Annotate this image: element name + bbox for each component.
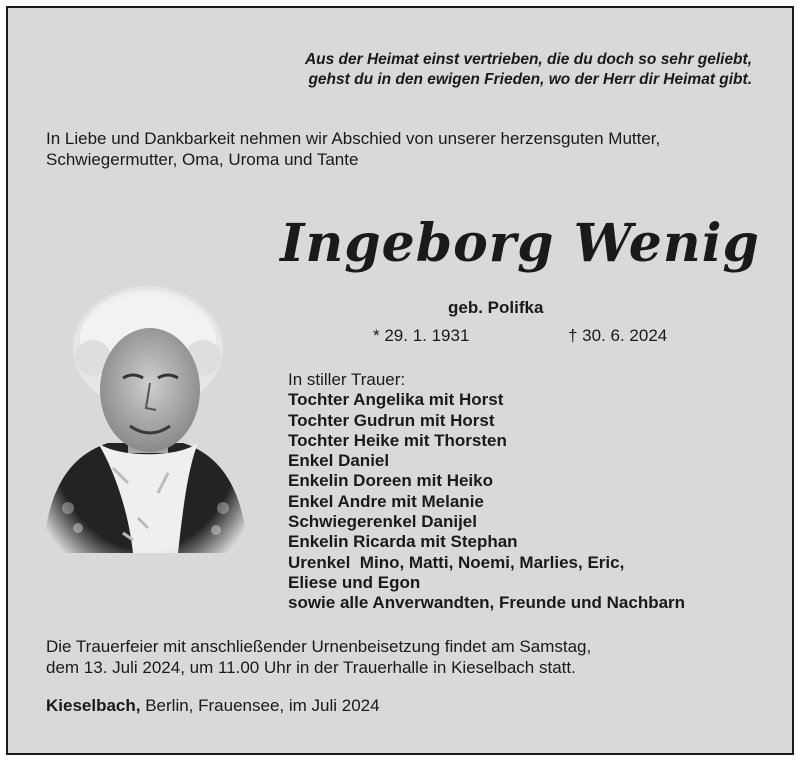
- place-rest: Berlin, Frauensee, im Juli 2024: [140, 696, 380, 715]
- intro-line-2: Schwiegermutter, Oma, Uroma und Tante: [46, 150, 359, 169]
- death-date: † 30. 6. 2024: [568, 326, 668, 345]
- mourner-line: Tochter Angelika mit Horst: [288, 390, 504, 410]
- mourners-heading: In stiller Trauer:: [288, 370, 406, 389]
- motto-line-1: Aus der Heimat einst vertrieben, die du doch so sehr geliebt,: [304, 51, 752, 68]
- mourner-line: Tochter Gudrun mit Horst: [288, 410, 495, 430]
- ceremony-line-2: dem 13. Juli 2024, um 11.00 Uhr in der Trauerhalle in Kieselbach statt.: [46, 658, 576, 677]
- portrait-photo: [38, 278, 253, 558]
- portrait-photo-icon: [38, 278, 253, 558]
- mourner-line: Tochter Heike mit Thorsten: [288, 430, 507, 450]
- mourner-line: Schwiegerenkel Danijel: [288, 512, 477, 532]
- deceased-name: Ingeborg Wenig: [280, 213, 760, 274]
- ceremony-line-1: Die Trauerfeier mit anschließender Urnenbeisetzung findet am Samstag,: [46, 637, 592, 656]
- mourners-block: [288, 370, 788, 614]
- maiden-name: geb. Polifka: [448, 298, 544, 317]
- obituary-frame: [6, 6, 794, 755]
- mourner-line: sowie alle Anverwandten, Freunde und Nachbarn: [288, 593, 686, 613]
- place-town: Kieselbach,: [46, 696, 141, 715]
- mourner-line: Enkel Daniel: [288, 451, 390, 471]
- mourner-line: Enkelin Doreen mit Heiko: [288, 471, 493, 491]
- mourner-line: Enkel Andre mit Melanie: [288, 491, 484, 511]
- mourner-line: Urenkel Mino, Matti, Noemi, Marlies, Eric,: [288, 552, 625, 572]
- place-date-line: [46, 696, 380, 716]
- motto-line-2: gehst du in den ewigen Frieden, wo der Herr dir Heimat gibt.: [308, 71, 752, 88]
- ceremony-notice: [46, 636, 786, 678]
- mourner-line: Eliese und Egon: [288, 572, 421, 592]
- birth-date: * 29. 1. 1931: [373, 326, 470, 345]
- mourner-line: Enkelin Ricarda mit Stephan: [288, 532, 518, 552]
- intro-text: [46, 128, 786, 170]
- intro-line-1: In Liebe und Dankbarkeit nehmen wir Abschied von unserer herzensguten Mutter,: [46, 129, 661, 148]
- motto-verse: [305, 50, 752, 90]
